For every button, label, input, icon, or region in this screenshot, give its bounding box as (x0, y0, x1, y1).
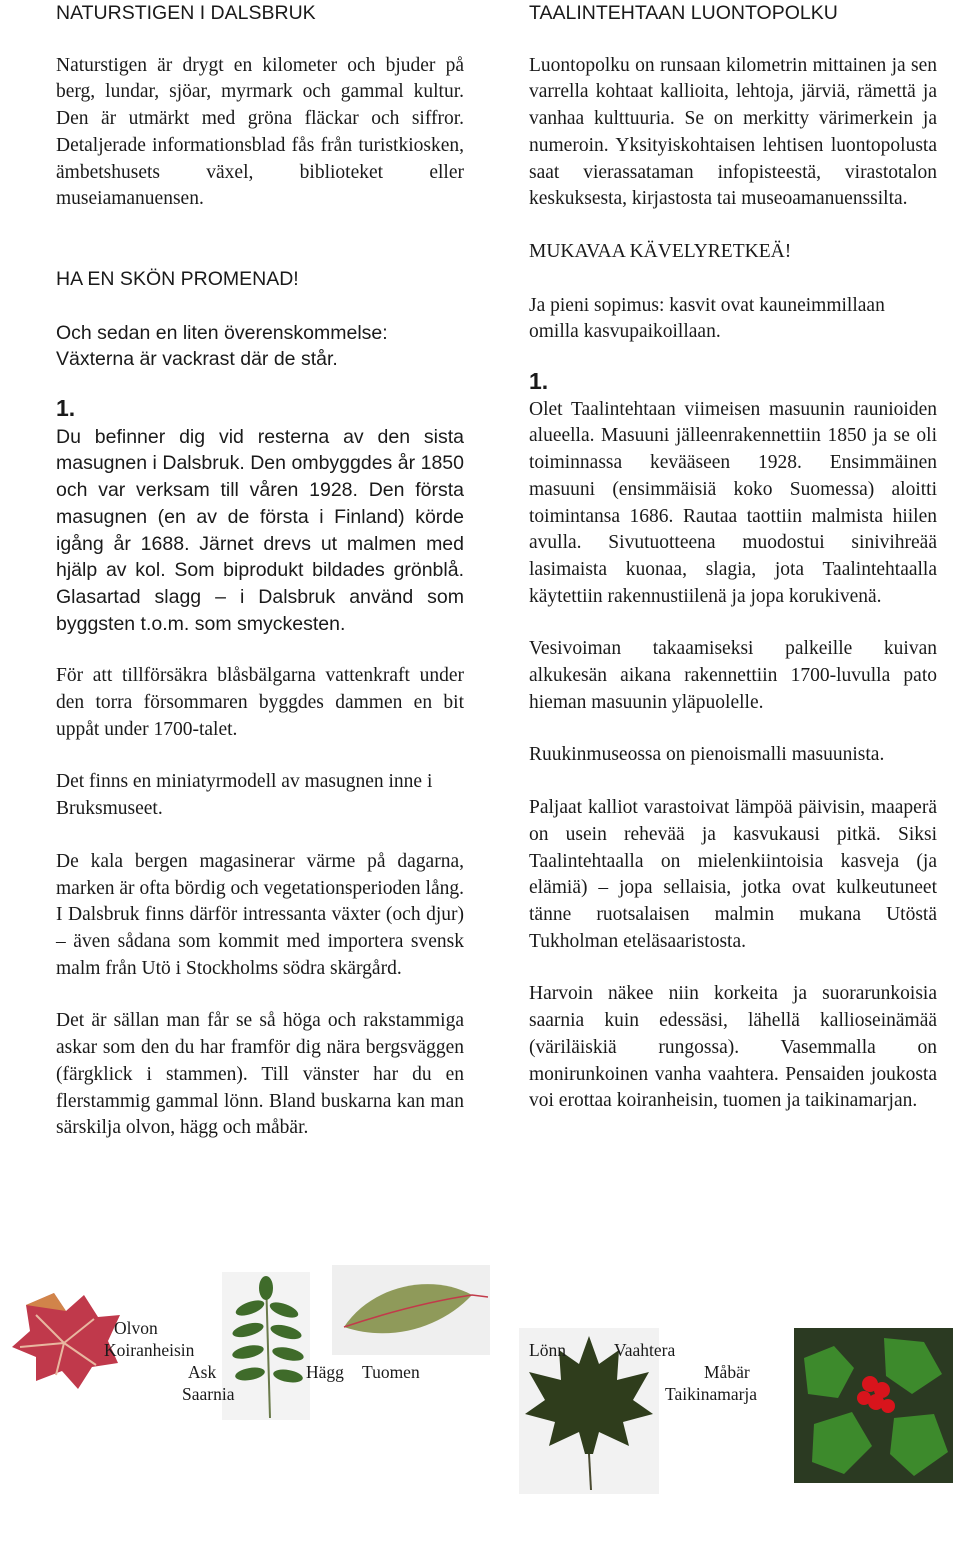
swedish-paragraph-2: För att tillförsäkra blåsbälgarna vattenkraft under den torra försommaren byggdes dammen en bit uppåt under 1700-talet. (56, 665, 464, 740)
swedish-column (56, 0, 464, 1142)
bird-cherry-leaf-image (332, 1265, 490, 1355)
swedish-slogan: HA EN SKÖN PROMENAD! (56, 267, 299, 290)
caption-lonn: Lönn (529, 1340, 566, 1360)
finnish-paragraph-3: Ruukinmuseossa on pienoismalli masuunista. (529, 744, 885, 766)
caption-saarnia: Saarnia (182, 1384, 235, 1404)
finnish-column (529, 0, 937, 1115)
finnish-intro: Luontopolku on runsaan kilometrin mittainen ja sen varrella kohtaat kallioita, lehtoja, järviä, rämettä ja vanhaa kulttuuria. Se on merkitty värimerkein ja numeroin. Yksityiskohtaisen lehtisen luontopolusta saat vierassataman infopisteestä, virastotalon keskuksesta, kirjastosta tai museoamanuenssilta. (529, 54, 937, 210)
caption-mabar: Måbär (704, 1362, 750, 1382)
finnish-stop-number: 1. (529, 368, 549, 395)
swedish-intro: Naturstigen är drygt en kilometer och bjuder på berg, lundar, sjöar, myrmark och gammal kultur. Den är utmärkt med gröna fläckar och siffror. Detaljerade informationsblad fås från turistkiosken, ämbetshusets växel, biblioteket eller museiamanuensen. (56, 54, 464, 210)
finnish-slogan: MUKAVAA KÄVELYRETKEÄ! (529, 240, 792, 262)
caption-tuomen: Tuomen (362, 1362, 420, 1382)
swedish-paragraph-4: De kala bergen magasinerar värme på dagarna, marken är ofta bördig och vegetationsperioden lång. I Dalsbruk finns därför intressanta växter (och djur) – även sådana som kommit med importera svensk malm från Utö i Stockholms södra skärgård. (56, 850, 464, 979)
red-currant-image (794, 1328, 953, 1483)
finnish-paragraph-4: Paljaat kalliot varastoivat lämpöä päivisin, maaperä on usein rehevää ja kasvukausi pitkä. Siksi Taalintehtaalla on mielenkiintoisia kasveja (ja elämiä) – jopa sellaisia, jotka ovat kulkeutuneet tänne ruotsalaisen malmin mukana Utöstä Tukholman eteläsaaristosta. (529, 797, 937, 952)
swedish-paragraph-5: Det är sällan man får se så höga och rakstammiga askar som den du har framför dig nära bergsväggen (färgklick i stammen). Till vänster har du en flerstammig gammal lönn. Bland buskarna kan man särskilja olvon, hägg och måbär. (56, 1010, 464, 1139)
swedish-title: NATURSTIGEN I DALSBRUK (56, 2, 316, 24)
swedish-paragraph-1: Du befinner dig vid resterna av den sista masugnen i Dalsbruk. Den ombyggdes år 1850 och var verksam till våren 1928. Den första masugnen (en av de första i Finland) körde igång år 1688. Järnet drevs ut malmen med hjälp av kol. Som biprodukt bildades grönblå. Glasartad slagg – i Dalsbruk använd som byggsten t.o.m. som smyckesten. (56, 425, 464, 635)
finnish-paragraph-2: Vesivoiman takaamiseksi palkeille kuivan alkukesän aikana rakennettiin 1700-luvulla pato hieman masuunin yläpuolelle. (529, 638, 937, 713)
caption-hagg: Hägg (306, 1362, 344, 1382)
ash-leaf-image (222, 1272, 310, 1420)
caption-olvon: Olvon (114, 1318, 158, 1338)
finnish-paragraph-1: Olet Taalintehtaan viimeisen masuunin raunioiden alueella. Masuuni jälleenrakennettiin 1850 ja se oli toiminnassa kevääseen 1928. Ensimmäinen masuuni (ensimmäisiä koko Suomessa) aloitti toimintansa 1686. Rautaa taottiin malmista hiilen avulla. Sivutuotteena muodostui sinivihreää lasimaista kuonaa, slagia, jota Taalintehtaalla käytettiin rakennustiilenä ja jopa korukivenä. (529, 398, 937, 607)
finnish-paragraph-5: Harvoin näkee niin korkeita ja suorarunkoisia saarnia kuin edessäsi, lähellä kallioseinämää (väriläiskiä rungossa). Vasemmalla on monirunkoinen vanha vaahtera. Pensaiden joukosta voi erottaa koiranheisin, tuomen ja taikinamarjan. (529, 983, 937, 1112)
finnish-agreement: Ja pieni sopimus: kasvit ovat kauneimmillaan omilla kasvupaikoillaan. (529, 294, 885, 343)
swedish-paragraph-3: Det finns en miniatyrmodell av masugnen inne i Bruksmuseet. (56, 771, 433, 820)
finnish-title: TAALINTEHTAAN LUONTOPOLKU (529, 2, 838, 24)
caption-vaahtera: Vaahtera (614, 1340, 676, 1360)
swedish-stop-number: 1. (56, 395, 76, 422)
caption-taikinamarja: Taikinamarja (665, 1384, 758, 1404)
swedish-agreement: Och sedan en liten överenskommelse: Växterna är vackrast där de står. (56, 321, 388, 371)
caption-koiranheisin: Koiranheisin (104, 1340, 195, 1360)
caption-ask: Ask (188, 1362, 217, 1382)
